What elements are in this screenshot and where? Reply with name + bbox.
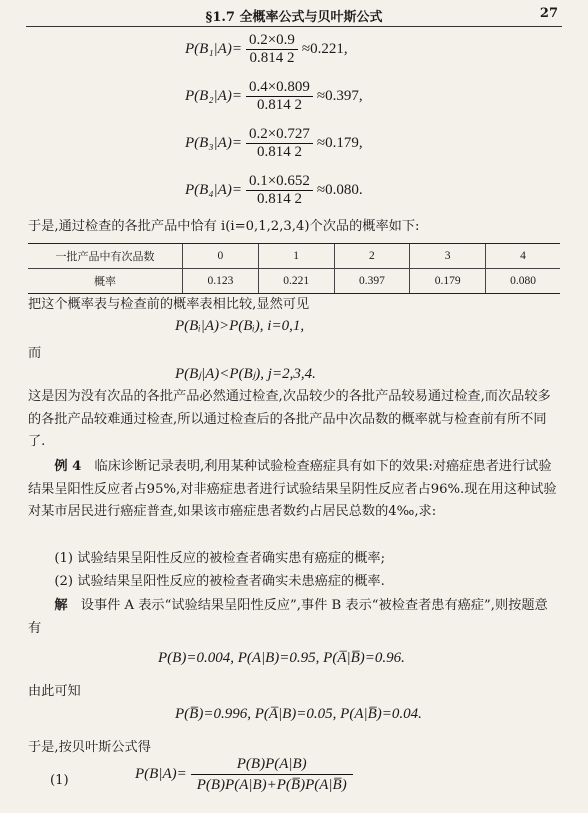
denominator: 0.814 2 (256, 191, 302, 207)
bayes-intro: 于是,按贝叶斯公式得 (28, 740, 151, 755)
solution-label: 解 (54, 598, 68, 613)
fraction (246, 173, 313, 208)
question-2: (2) 试验结果呈阳性反应的被检查者确实未患癌症的概率. (54, 574, 385, 589)
table-col: 4 (486, 244, 561, 269)
example-text: 临床诊断记录表明,利用某种试验检查癌症具有如下的效果:对癌症患者进行试验结果呈阳性反应者占95%,对非癌症患者进行试验结果呈阴性反应者占96%.现在用这种试验对某市居民进行癌症普查,如果该市癌症患者数约占居民总数的4‰,求: (28, 459, 557, 519)
formula-b4 (185, 173, 363, 208)
numerator: 0.2×0.727 (246, 126, 313, 144)
er-label: 而 (28, 346, 42, 361)
probability-table (28, 243, 560, 294)
formula-result: ≈0.080. (316, 182, 363, 198)
formula-lhs: P(B₄|A)= (185, 182, 242, 198)
table-header-label: 一批产品中有次品数 (28, 244, 183, 269)
inequality-greater: P(Bᵢ|A)>P(Bᵢ), i=0,1, (175, 318, 305, 334)
denominator: 0.814 2 (256, 97, 302, 113)
table-cell: 0.397 (334, 269, 410, 294)
table-row-label: 概率 (28, 269, 183, 294)
formula-result: ≈0.179, (316, 135, 363, 151)
bayes-lhs: P(B|A)= (135, 766, 187, 782)
table-col: 3 (410, 244, 486, 269)
table-cell: 0.221 (258, 269, 334, 294)
denominator: 0.814 2 (249, 50, 295, 66)
header-rule (26, 26, 562, 27)
bayes-formula (135, 754, 353, 795)
example-label: 例 4 (54, 459, 82, 474)
known-label: 由此可知 (28, 684, 81, 699)
formula-lhs: P(B₃|A)= (185, 135, 242, 151)
table-header-row (28, 244, 560, 269)
part-label: (1) (50, 773, 69, 788)
explanation-paragraph: 这是因为没有次品的各批产品必然通过检查,次品较少的各批产品较易通过检查,而次品较多的各批产品较难通过检查,所以通过检查后的各批产品中次品数的概率就与检查前有所不同了. (28, 389, 551, 449)
numerator: 0.1×0.652 (246, 173, 313, 191)
derived-equations: P(B̅)=0.996, P(A̅|B)=0.05, P(A|B̅)=0.04. (175, 706, 422, 722)
bayes-fraction (191, 754, 353, 795)
formula-result: ≈0.397, (316, 88, 363, 104)
fraction (246, 79, 313, 114)
bayes-numerator: P(B)P(A|B) (191, 754, 353, 775)
numerator: 0.2×0.9 (246, 32, 298, 50)
table-cell: 0.123 (183, 269, 259, 294)
table-col: 1 (258, 244, 334, 269)
bayes-denominator: P(B)P(A|B)+P(B̅)P(A|B̅) (196, 777, 347, 793)
question-1: (1) 试验结果呈阳性反应的被检查者确实患有癌症的概率; (54, 551, 386, 566)
page-number: 27 (539, 6, 558, 21)
example-paragraph (28, 456, 560, 524)
solution-text: 设事件 A 表示“试验结果呈阳性反应”,事件 B 表示“被检查者患有癌症”,则按题意有 (28, 598, 548, 636)
intro-paragraph: 于是,通过检查的各批产品中恰有 i(i=0,1,2,3,4)个次品的概率如下: (28, 219, 420, 234)
numerator: 0.4×0.809 (246, 79, 313, 97)
table-cell: 0.179 (410, 269, 486, 294)
solution-paragraph (28, 595, 560, 640)
formula-lhs: P(B₂|A)= (185, 88, 242, 104)
table-col: 2 (334, 244, 410, 269)
fraction (246, 126, 313, 161)
denominator: 0.814 2 (256, 144, 302, 160)
compare-paragraph: 把这个概率表与检查前的概率表相比较,显然可见 (28, 297, 310, 312)
given-equations: P(B)=0.004, P(A|B)=0.95, P(A̅|B̅)=0.96. (158, 650, 405, 666)
table-value-row (28, 269, 560, 294)
section-title: §1.7 全概率公式与贝叶斯公式 (205, 10, 383, 25)
table-cell: 0.080 (486, 269, 561, 294)
page-header (0, 4, 588, 24)
formula-b1 (185, 32, 348, 67)
fraction (246, 32, 298, 67)
formula-result: ≈0.221, (301, 41, 348, 57)
formula-b2 (185, 79, 363, 114)
formula-b3 (185, 126, 363, 161)
inequality-less: P(Bⱼ|A)<P(Bⱼ), j=2,3,4. (175, 366, 316, 382)
table-col: 0 (183, 244, 259, 269)
formula-lhs: P(B₁|A)= (185, 41, 242, 57)
